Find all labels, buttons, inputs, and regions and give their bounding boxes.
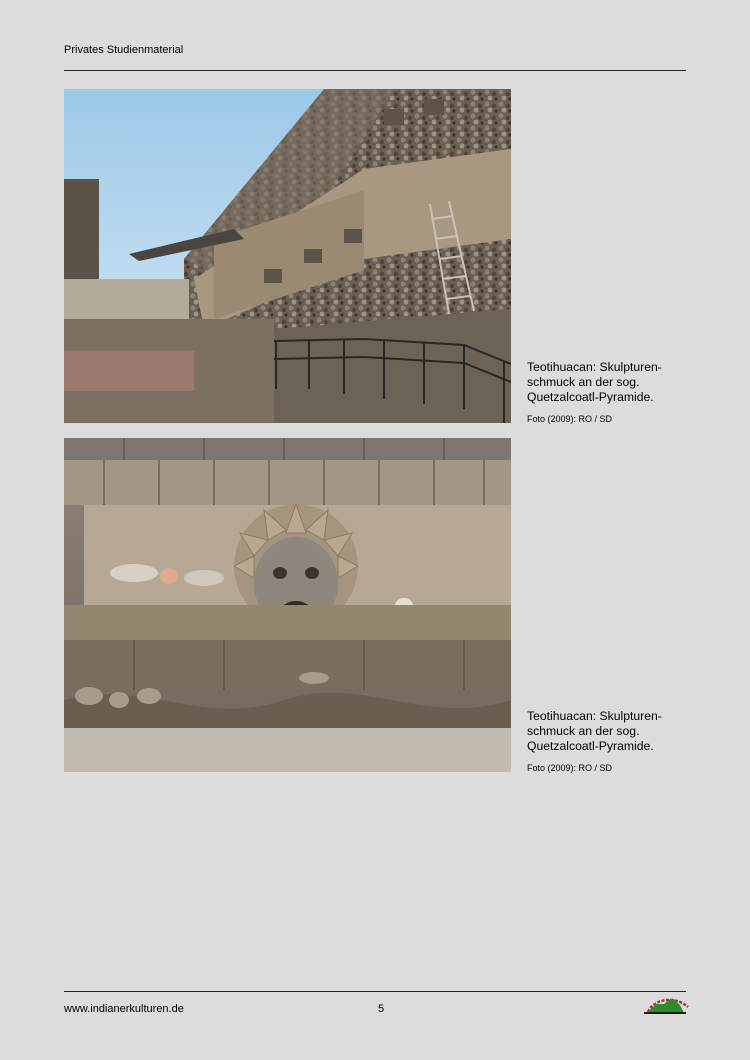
footer-website-link[interactable]: www.indianerkulturen.de [64,1003,184,1015]
header-divider [64,70,686,71]
caption-line: Teotihuacan: Skulpturen- [527,709,662,723]
caption-photo-2 [527,709,687,753]
page-number: 5 [378,1003,385,1015]
header-title: Privates Studienmaterial [64,44,184,56]
photo-credit-2: Foto (2009): RO / SD [527,763,613,773]
caption-line: Teotihuacan: Skulpturen- [527,360,662,374]
photo-credit-1: Foto (2009): RO / SD [527,414,613,424]
photo-serpent-head-sculpture [64,438,511,772]
caption-line: Quetzalcoatl-Pyramide. [527,738,654,753]
caption-line: Quetzalcoatl-Pyramide. [527,389,654,404]
caption-line: schmuck an der sog. [527,723,640,738]
footer-divider [64,991,686,992]
caption-line: schmuck an der sog. [527,374,640,389]
photo-pyramid-facade [64,89,511,423]
site-logo-icon [644,993,690,1015]
caption-photo-1 [527,360,687,404]
